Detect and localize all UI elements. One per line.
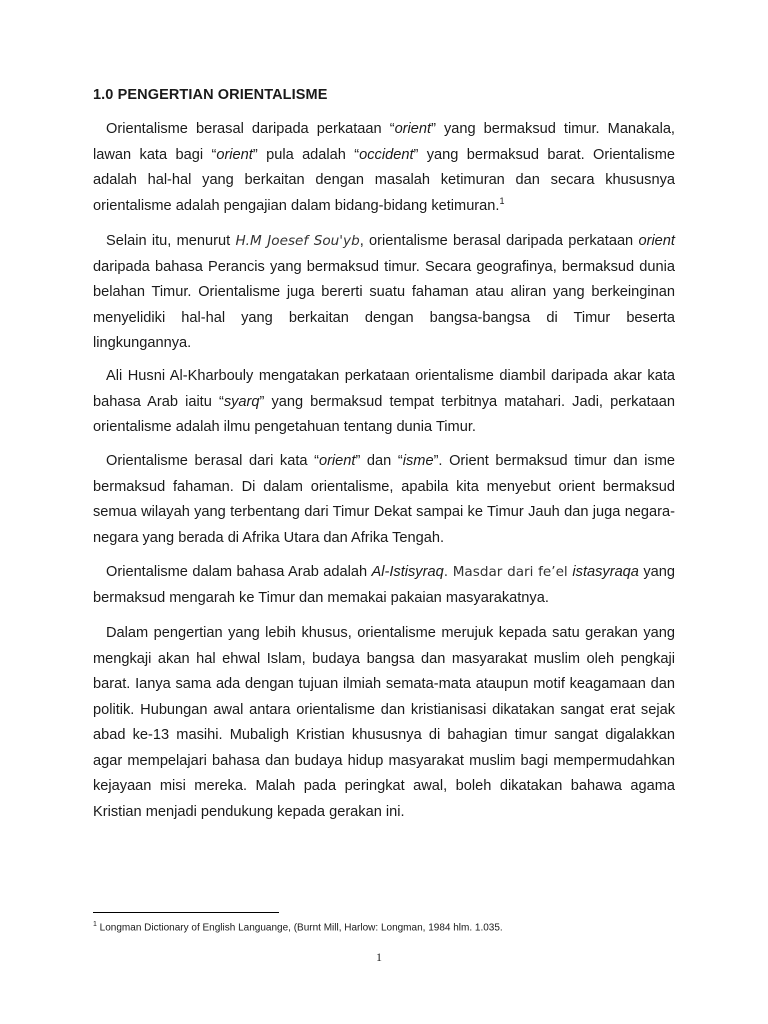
p2-text-e: daripada bahasa Perancis yang bermaksud timur. Secara geografinya, bermaksud dunia belahan Timur. Orientalisme juga bererti suatu fahaman atau aliran yang berkeinginan menyelidiki hal-hal yang berkaitan dengan bangsa-bangsa di Timur beserta lingkungannya. <box>93 258 675 351</box>
paragraph-2 <box>93 229 675 357</box>
p1-text-g: ” yang bermaksud barat. Orientalisme adalah hal-hal yang berkaitan dengan masalah ketimuran dan secara khususnya orientalisme adalah pengajian dalam bidang-bidang ketimuran. <box>93 146 675 214</box>
p5-term-istasyraqa: istasyraqa <box>572 564 639 580</box>
p4-text-e: ”. Orient bermaksud timur dan isme bermaksud fahaman. Di dalam orientalisme, apabila kita menyebut orient bermaksud semua wilayah yang terbentang dari Timur Dekat sampai ke Timur Jauh dan juga negara-negara yang berada di Afrika Utara dan Afrika Tengah. <box>93 453 675 546</box>
footnote <box>93 921 503 933</box>
p4-text-a: Orientalisme berasal dari kata “ <box>106 453 319 469</box>
footnote-mark: 1 <box>93 921 97 928</box>
p1-term-orient-2: orient <box>216 146 253 163</box>
p3-text-a: Ali Husni Al-Kharbouly mengatakan perkataan orientalisme diambil daripada akar kata bahasa Arab iaitu “ <box>93 368 675 410</box>
paragraph-4 <box>93 449 675 551</box>
p4-term-orient: orient <box>318 453 356 469</box>
p1-text-c: ” yang bermaksud timur. Manakala, lawan kata bagi “ <box>93 121 675 163</box>
footnote-reference[interactable]: 1 <box>499 195 505 206</box>
p2-author-name: H.M Joesef Sou'yb <box>235 233 360 249</box>
p5-text-a: Orientalisme dalam bahasa Arab adalah <box>106 564 372 580</box>
p4-term-isme: isme <box>402 453 434 469</box>
p4-text-c: ” dan “ <box>355 453 403 469</box>
footnote-text: Longman Dictionary of English Languange, (Burnt Mill, Harlow: Longman, 1984 hlm. 1.035. <box>96 922 503 934</box>
p1-term-occident: occident <box>359 146 414 163</box>
paragraph-6: Dalam pengertian yang lebih khusus, orientalisme merujuk kepada satu gerakan yang mengkaji akan hal ehwal Islam, budaya bangsa dan masyarakat muslim oleh pengkaji barat. Ianya sama ada dengan tujuan ilmiah semata-mata ataupun motif keagamaan dan politik. Hubungan awal antara orientalisme dan kristianisasi dikatakan sangat erat sejak abad ke-13 masihi. Mubaligh Kristian khususnya di bahagian timur sangat digalakkan agar mempelajari bahasa dan budaya hidup masyarakat muslim bagi mempermudahkan kejayaan misi mereka. Malah pada peringkat awal, boleh dikatakan bahawa agama Kristian menjadi pendukung kepada gerakan ini. <box>93 625 675 820</box>
footnote-divider <box>93 912 279 913</box>
p5-text-e: yang bermaksud mengarah ke Timur dan memakai pakaian masyarakatnya. <box>93 564 675 606</box>
p1-text-e: ” pula adalah “ <box>252 146 360 163</box>
p5-text-c: . Masdar dari fe’el <box>443 564 573 580</box>
p3-term-syarq: syarq <box>223 393 260 410</box>
section-heading: 1.0 PENGERTIAN ORIENTALISME <box>93 87 328 103</box>
p2-term-orient: orient <box>638 233 675 249</box>
paragraph-3 <box>93 364 675 441</box>
p1-text-a: Orientalisme berasal daripada perkataan “ <box>106 121 395 137</box>
paragraph-5 <box>93 560 675 611</box>
p1-term-orient: orient <box>394 121 432 137</box>
p2-text-c: , orientalisme berasal daripada perkataan <box>359 233 639 249</box>
p5-term-al-istisyraq: Al-Istisyraq <box>371 564 444 580</box>
p2-text-a: Selain itu, menurut <box>106 233 236 249</box>
paragraph-1 <box>93 117 675 219</box>
page-number: 1 <box>376 950 382 964</box>
p3-text-c: ” yang bermaksud tempat terbitnya matahari. Jadi, perkataan orientalisme adalah ilmu pengetahuan tentang dunia Timur. <box>93 393 675 435</box>
